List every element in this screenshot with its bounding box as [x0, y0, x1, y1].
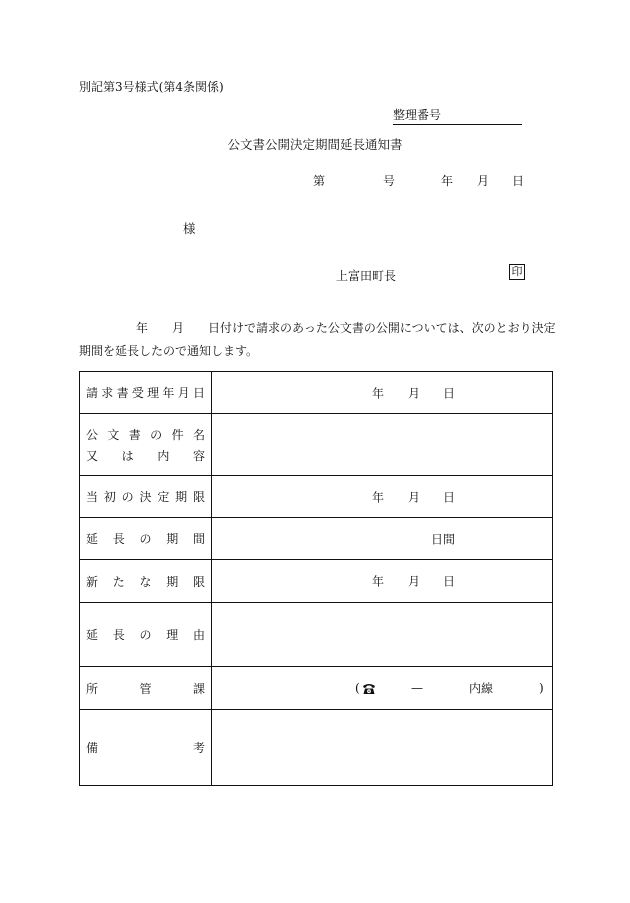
table-row-new-deadline	[80, 560, 553, 603]
request-month-label: 月	[408, 386, 421, 400]
addressee-honorific: 様	[183, 221, 196, 236]
issue-year-label: 年	[441, 174, 454, 188]
body-month-label: 月	[172, 321, 185, 335]
new-day-label: 日	[443, 574, 456, 589]
value-document-subject[interactable]	[212, 414, 553, 476]
value-original-deadline[interactable]	[212, 476, 553, 518]
seal-mark: 印	[509, 264, 525, 280]
label-remarks: 備 考	[80, 710, 212, 786]
table-row-extension-reason	[80, 603, 553, 667]
body-line-1-text: 日付けで請求のあった公文書の公開については、次のとおり決定	[208, 321, 556, 335]
label-new-deadline: 新 た な 期 限	[80, 560, 212, 603]
table-row-request-date	[80, 372, 553, 414]
value-extension-reason[interactable]	[212, 603, 553, 667]
request-day-label: 日	[443, 386, 456, 400]
document-title: 公文書公開決定期間延長通知書	[227, 137, 403, 152]
issue-day-label: 日	[512, 174, 525, 188]
label-extension-reason: 延 長 の 理 由	[80, 603, 212, 667]
label-request-date: 請 求 書 受 理 年 月 日	[80, 372, 212, 414]
body-line-2-text: 期間を延長したので通知します。	[79, 344, 259, 358]
value-department[interactable]	[212, 667, 553, 710]
contact-open-paren: (	[355, 681, 360, 695]
reference-number-field[interactable]	[393, 106, 522, 125]
request-year-label: 年	[372, 386, 385, 400]
notice-body	[79, 317, 556, 363]
reference-number-label: 整理番号	[393, 108, 442, 122]
sender-name: 上富田町長	[336, 269, 397, 283]
table-row-department	[80, 667, 553, 710]
extension-label: 内線	[469, 681, 494, 696]
label-extension-period: 延 長 の 期 間	[80, 518, 212, 560]
value-new-deadline[interactable]	[212, 560, 553, 603]
table-row-extension-period	[80, 518, 553, 560]
new-month-label: 月	[408, 574, 421, 589]
telephone-icon	[362, 681, 376, 695]
table-row-original-deadline	[80, 476, 553, 518]
new-year-label: 年	[372, 574, 385, 589]
label-original-deadline: 当 初 の 決 定 期 限	[80, 476, 212, 518]
notice-table	[79, 371, 553, 786]
contact-close-paren: )	[539, 681, 544, 695]
body-line-2	[79, 340, 549, 363]
document-number-line	[313, 172, 533, 188]
value-remarks[interactable]	[212, 710, 553, 786]
body-line-1	[79, 317, 556, 340]
table-row-document-subject	[80, 414, 553, 476]
original-year-label: 年	[372, 490, 385, 504]
value-extension-period[interactable]	[212, 518, 553, 560]
number-prefix: 第	[313, 174, 326, 188]
duration-unit-label: 日間	[431, 532, 456, 546]
issue-month-label: 月	[477, 174, 490, 188]
form-label: 別記第3号様式(第4条関係)	[79, 80, 224, 94]
label-department: 所 管 課	[80, 667, 212, 710]
value-request-date[interactable]	[212, 372, 553, 414]
label-document-subject: 公 文 書 の 件 名 又 は 内 容	[80, 414, 212, 476]
table-row-remarks	[80, 710, 553, 786]
original-day-label: 日	[443, 490, 456, 504]
body-year-label: 年	[136, 321, 149, 335]
number-suffix: 号	[383, 174, 396, 188]
contact-dash: —	[411, 681, 423, 695]
original-month-label: 月	[408, 490, 421, 504]
